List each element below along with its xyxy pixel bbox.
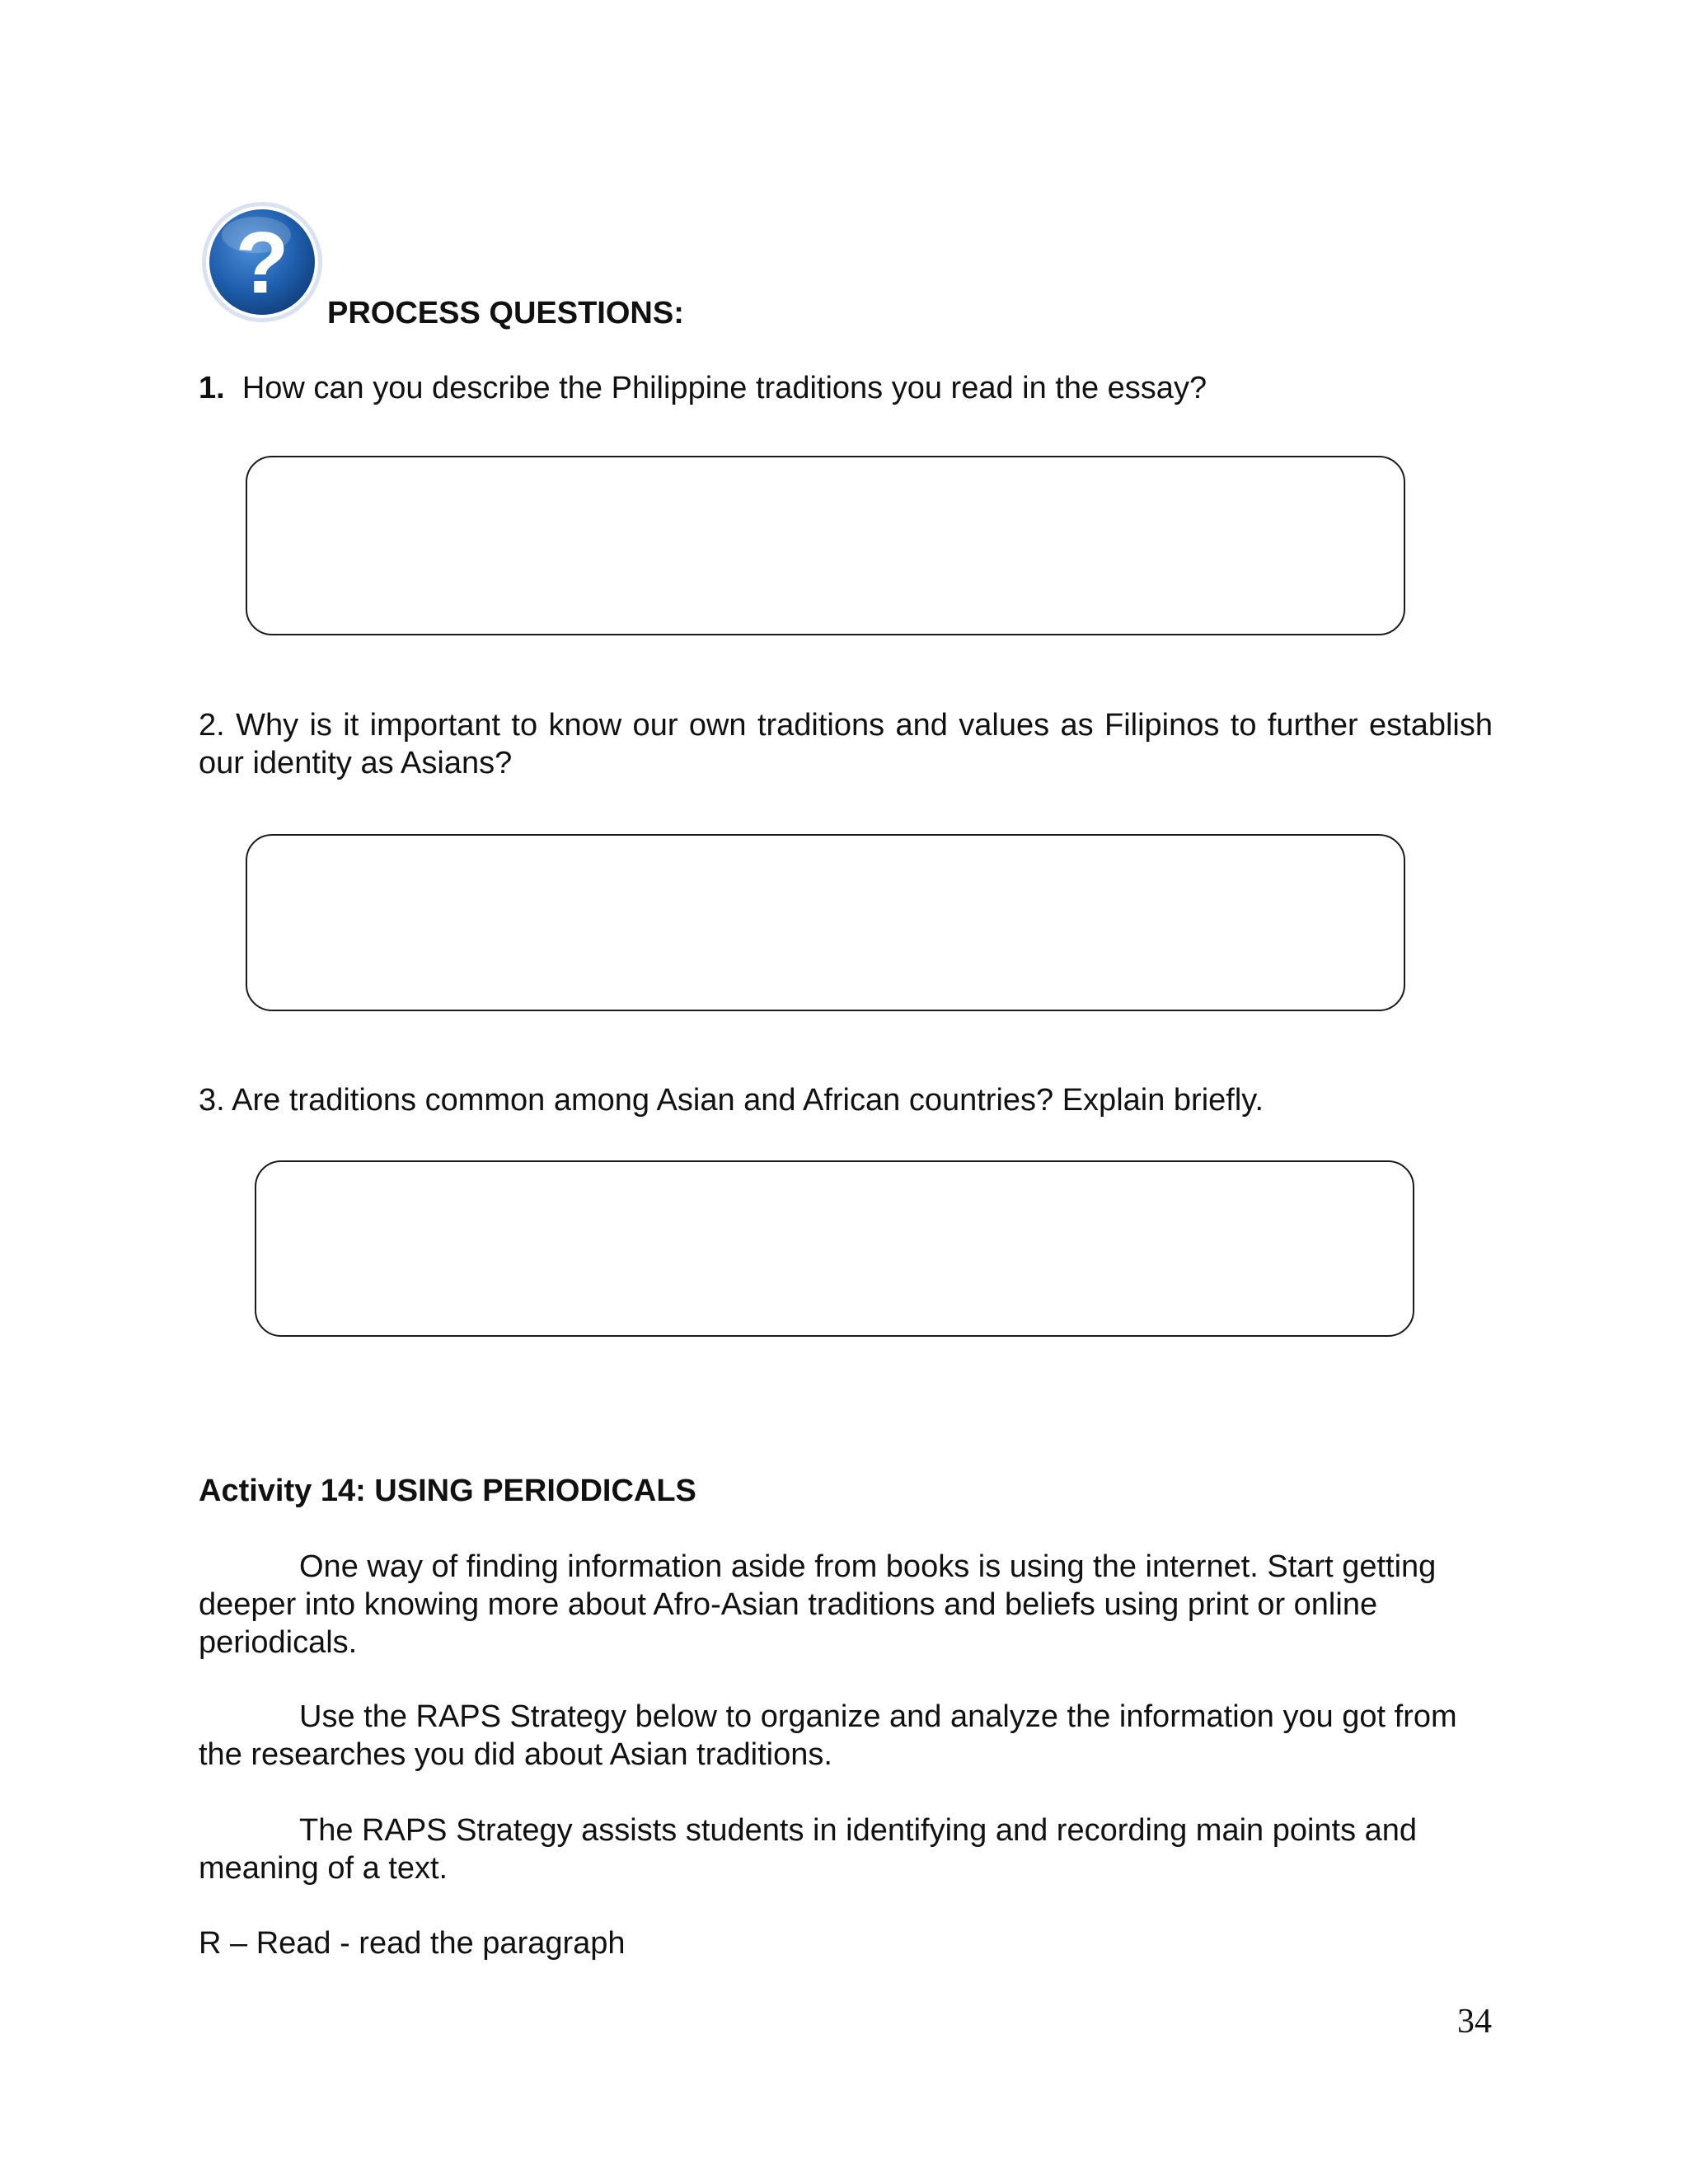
activity-title: Activity 14: USING PERIODICALS [199,1474,696,1508]
question-mark-icon [200,200,324,324]
section-title: PROCESS QUESTIONS: [327,296,684,330]
raps-step-read: R – Read - read the paragraph [199,1926,626,1961]
answer-box-1[interactable] [246,456,1405,635]
question-3 [199,1081,1493,1119]
activity-paragraph-2: Use the RAPS Strategy below to organize and analyze the information you got from the researches you did about Asian traditions. [199,1699,1457,1772]
question-number: 1. [199,371,225,405]
question-text: Why is it important to know our own traditions and values as Filipinos to further establish our identity as Asians? [199,708,1493,780]
activity-paragraph-3: The RAPS Strategy assists students in identifying and recording main points and meaning of a text. [199,1813,1418,1886]
question-2 [199,706,1493,782]
activity-paragraph-1: One way of finding information aside from books is using the internet. Start getting deeper into knowing more about Afro-Asian traditions and beliefs using print or online periodicals. [199,1549,1437,1660]
question-text: Are traditions common among Asian and African countries? Explain briefly. [232,1083,1264,1118]
question-number: 3. [199,1083,225,1118]
question-text: How can you describe the Philippine traditions you read in the essay? [241,371,1207,405]
answer-box-2[interactable] [246,834,1405,1011]
page-number: 34 [1457,2003,1492,2041]
svg-text:?: ? [235,214,289,312]
answer-box-3[interactable] [255,1160,1414,1337]
question-1 [199,369,1493,407]
question-number: 2. [199,708,225,743]
